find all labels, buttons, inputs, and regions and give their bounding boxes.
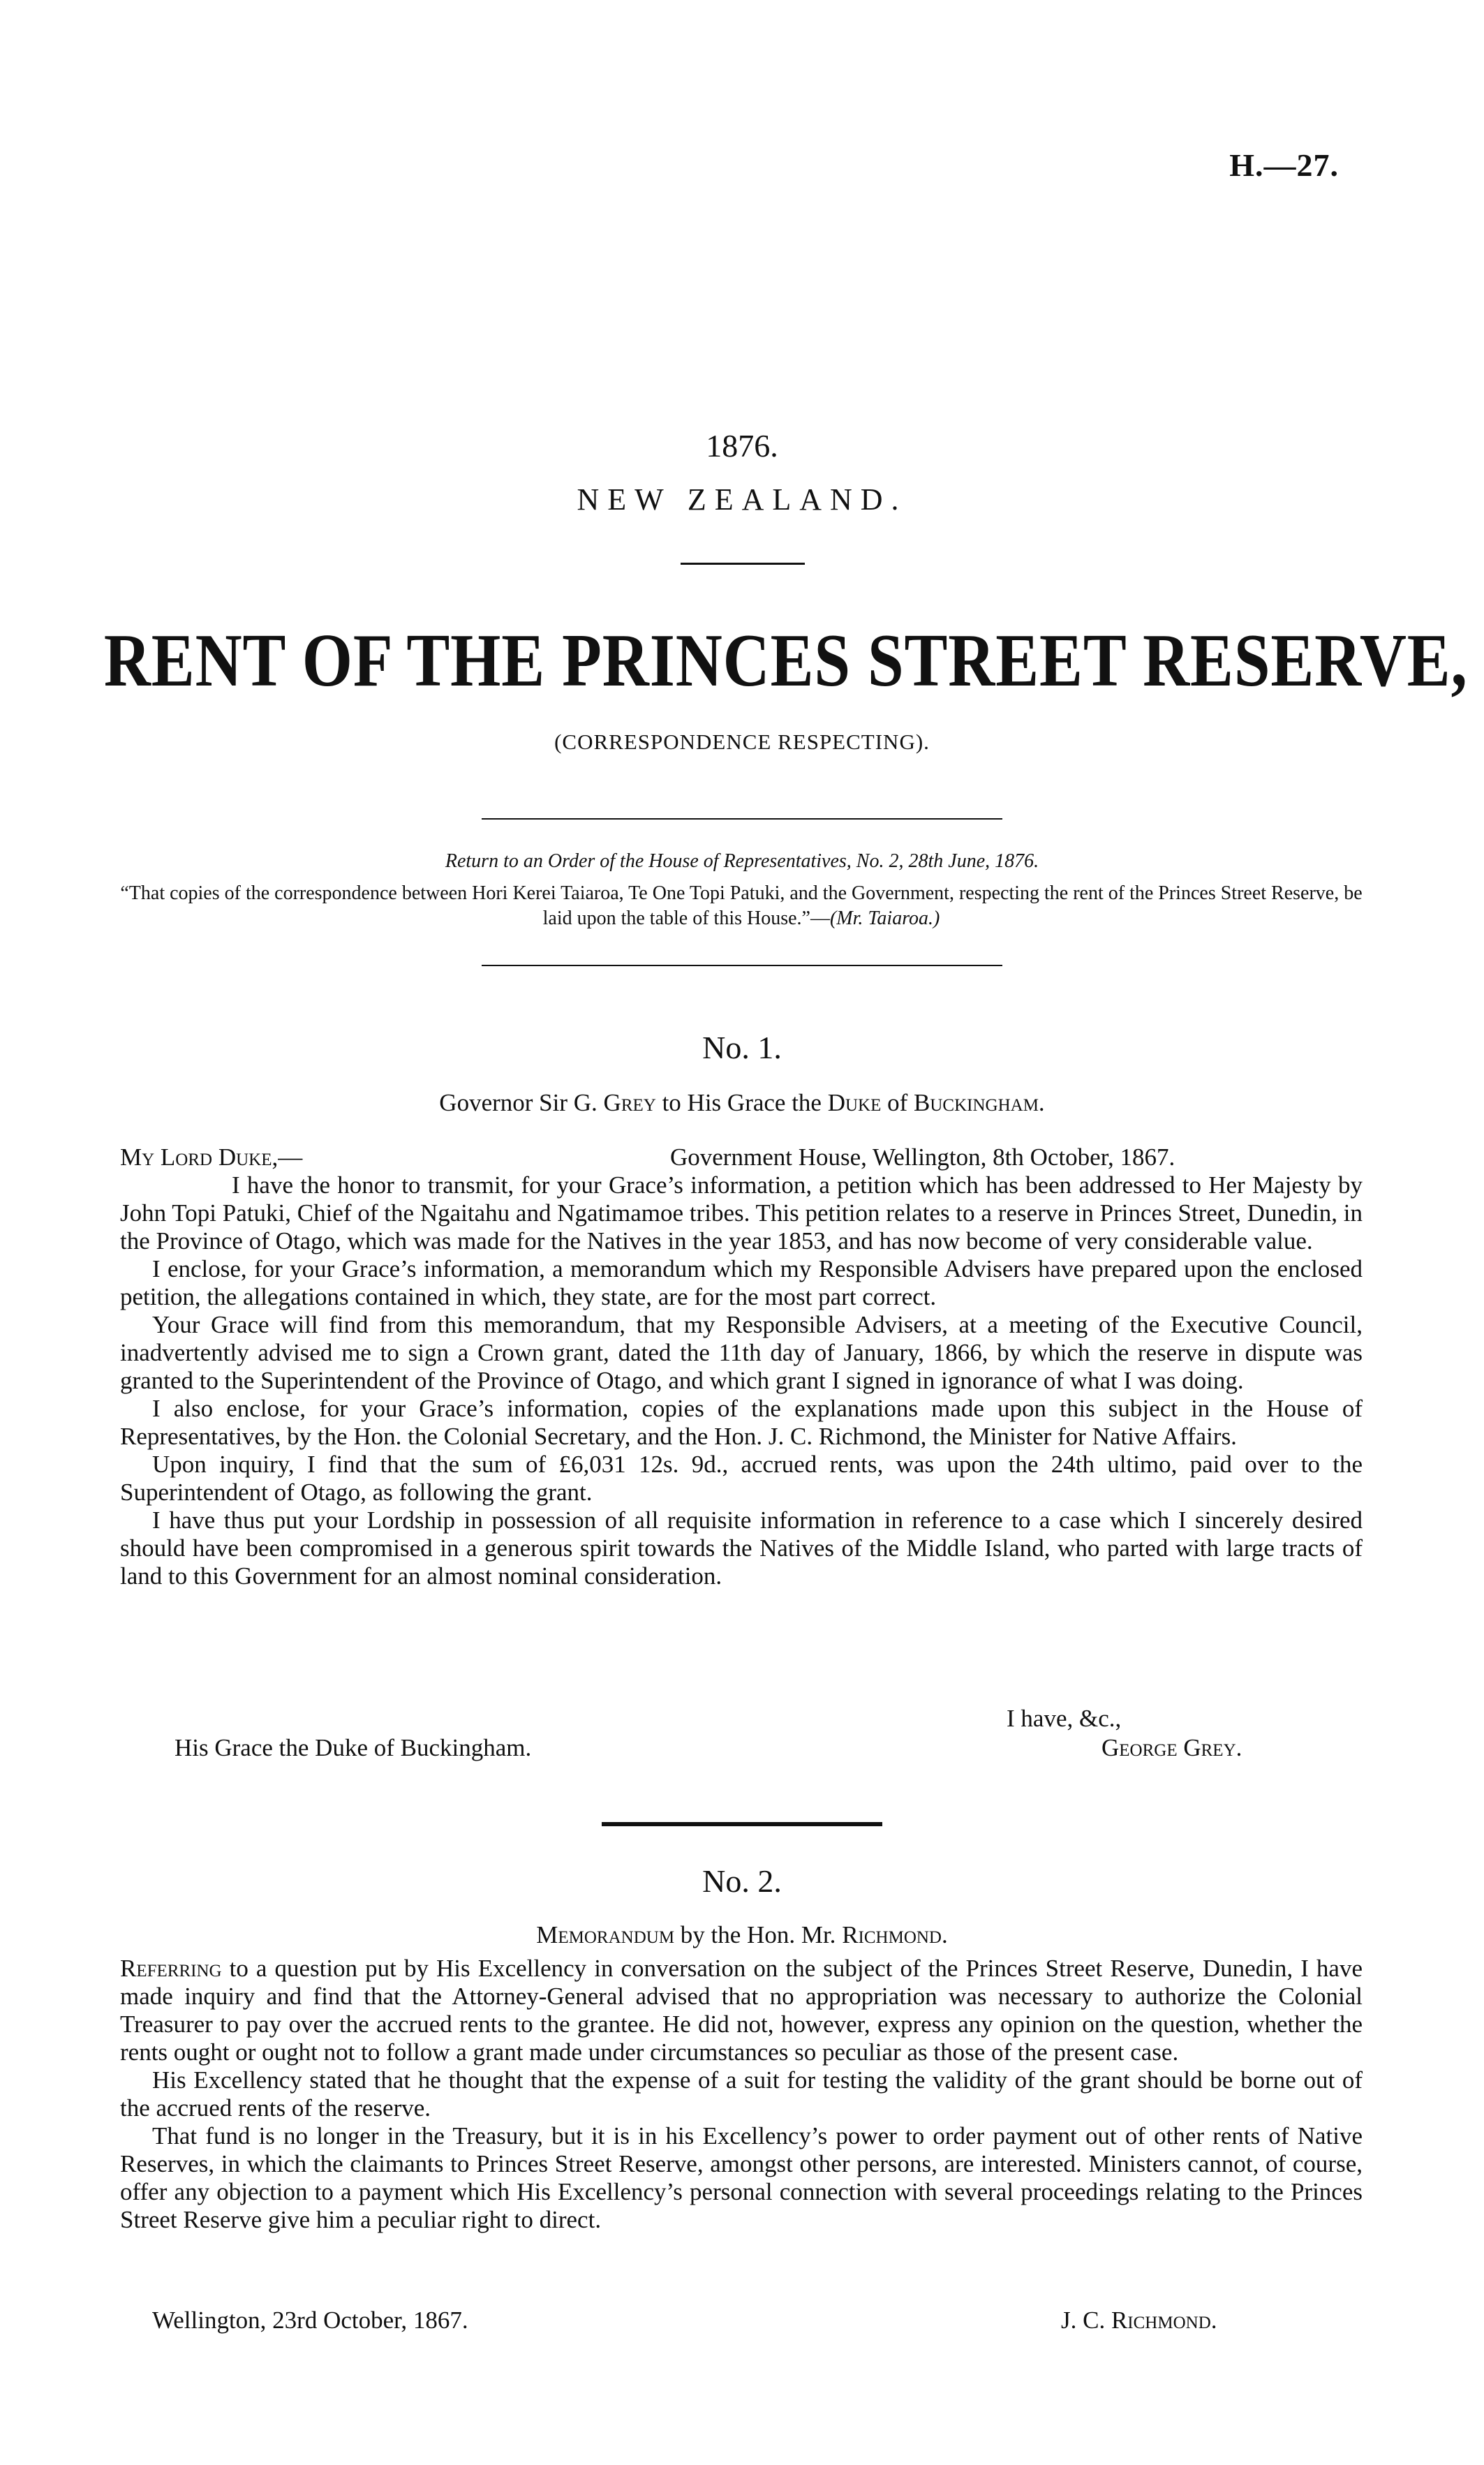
letter-1-paragraph: Upon inquiry, I find that the sum of £6,031 12s. 9d., accrued rents, was upon the 24th ultimo, paid over to the Superintendent of Otago, as following the grant. <box>120 1451 1363 1506</box>
letter-2-signature: J. C. Richmond. <box>1061 2307 1217 2334</box>
letter-2-number: No. 2. <box>702 1863 782 1899</box>
order-quote <box>120 881 1363 931</box>
letter-1-number: No. 1. <box>702 1030 782 1065</box>
letter-1-salutation: My Lord Duke,— <box>120 1143 303 1171</box>
letter-1-heading-of: of <box>881 1089 914 1116</box>
divider-rule-bottom <box>482 965 1002 966</box>
letter-2-body <box>120 1955 1363 2234</box>
letter-1-closing: I have, &c., <box>1007 1705 1122 1732</box>
divider-rule-top <box>482 818 1002 820</box>
country-heading: NEW ZEALAND. <box>577 482 907 517</box>
letter-2-paragraph: His Excellency stated that he thought that the expense of a suit for testing the validity of the grant should be borne out of the accrued rents of the reserve. <box>120 2066 1363 2122</box>
letter-1-paragraph: Your Grace will find from this memorandum, that my Responsible Advisers, at a meeting of the Executive Council, inadvertently advised me to sign a Crown grant, dated the 11th day of January, 1866, by which the reserve in dispute was granted to the Superintendent of the Province of Otago, and which grant I signed in ignorance of what I was doing. <box>120 1311 1363 1394</box>
document-subtitle: (CORRESPONDENCE RESPECTING). <box>554 730 930 754</box>
letter-2-heading-name: Richmond. <box>842 1921 948 1948</box>
letter-2-heading-pre: Memorandum <box>536 1921 675 1948</box>
divider-short <box>681 563 805 565</box>
letter-1-addressee: His Grace the Duke of Buckingham. <box>175 1734 532 1761</box>
letter-2-paragraph-text: to a question put by His Excellency in conversation on the subject of the Princes Street Reserve, Dunedin, I have made inquiry and find that the Attorney-General advised that no appropriation was necessary to authorize the Colonial Treasurer to pay over the accrued rents to the grantee. He did not, however, express any opinion on the question, whether the rents ought or ought not to follow a grant made under circumstances so peculiar as those of the present case. <box>120 1955 1363 2066</box>
letter-1-place-date: Government House, Wellington, 8th October, 1867. <box>670 1143 1175 1171</box>
letter-1-paragraph: I have thus put your Lordship in possession of all requisite information in reference to a case which I sincerely desired should have been compromised in a generous spirit towards the Natives of the Middle Island, who parted with large tracts of land to this Government for an almost nominal consideration. <box>120 1507 1363 1590</box>
letter-2-place-date: Wellington, 23rd October, 1867. <box>152 2307 468 2334</box>
order-quote-text: “That copies of the correspondence between Hori Kerei Taiaroa, Te One Topi Patuki, and the Government, respecting the rent of the Princes Street Reserve, be laid upon the table of this House.”— <box>120 882 1363 929</box>
letter-1-paragraph: I also enclose, for your Grace’s information, copies of the explanations made upon this subject in the House of Representatives, by the Hon. the Colonial Secretary, and the Hon. J. C. Richmond, the Minister for Native Affairs. <box>120 1395 1363 1450</box>
letter-2-heading <box>0 1921 1484 1949</box>
letter-1-paragraph: I have the honor to transmit, for your Grace’s information, a petition which has been addressed to Her Majesty by John Topi Patuki, Chief of the Ngaitahu and Ngatimamoe tribes. This petition relates to a reserve in Princes Street, Dunedin, in the Province of Otago, which was made for the Natives in the year 1853, and has now become of very considerable value. <box>120 1171 1363 1254</box>
letter-1-heading-sender: Grey <box>603 1089 656 1116</box>
letter-1-body <box>120 1171 1363 1590</box>
order-quote-mover: (Mr. Taiaroa.) <box>829 908 940 929</box>
letter-1-heading-rank: Duke <box>827 1089 882 1116</box>
document-title: RENT OF THE PRINCES STREET RESERVE, <box>103 619 1468 702</box>
return-order-line: Return to an Order of the House of Representatives, No. 2, 28th June, 1876. <box>445 850 1039 872</box>
letter-2-paragraph <box>120 1955 1363 2066</box>
letter-1-heading-mid: to His Grace the <box>655 1089 828 1116</box>
letter-1-signature: George Grey. <box>1101 1734 1242 1761</box>
letter-1-paragraph: I enclose, for your Grace’s information, a memorandum which my Responsible Advisers have prepared upon the enclosed petition, the allegations contained in which, they state, are for the most part correct. <box>120 1255 1363 1310</box>
session-year: 1876. <box>706 428 778 464</box>
paper-reference: H.—27. <box>1229 147 1339 183</box>
letter-2-paragraph: That fund is no longer in the Treasury, but it is in his Excellency’s power to order payment out of other rents of Native Reserves, in which the claimants to Princes Street Reserve, amongst other persons, are interested. Ministers cannot, of course, offer any objection to a payment which His Excellency’s personal connection with several proceedings relating to the Princes Street Reserve give him a peculiar right to direct. <box>120 2122 1363 2233</box>
letter-2-lead-word: Referring <box>120 1955 222 1982</box>
letter-1-heading-pre: Governor Sir G. <box>439 1089 604 1116</box>
divider-thick <box>602 1822 882 1826</box>
letter-1-heading <box>0 1089 1484 1117</box>
letter-1-heading-title: Buckingham. <box>914 1089 1045 1116</box>
letter-2-heading-mid: by the Hon. Mr. <box>674 1921 843 1948</box>
